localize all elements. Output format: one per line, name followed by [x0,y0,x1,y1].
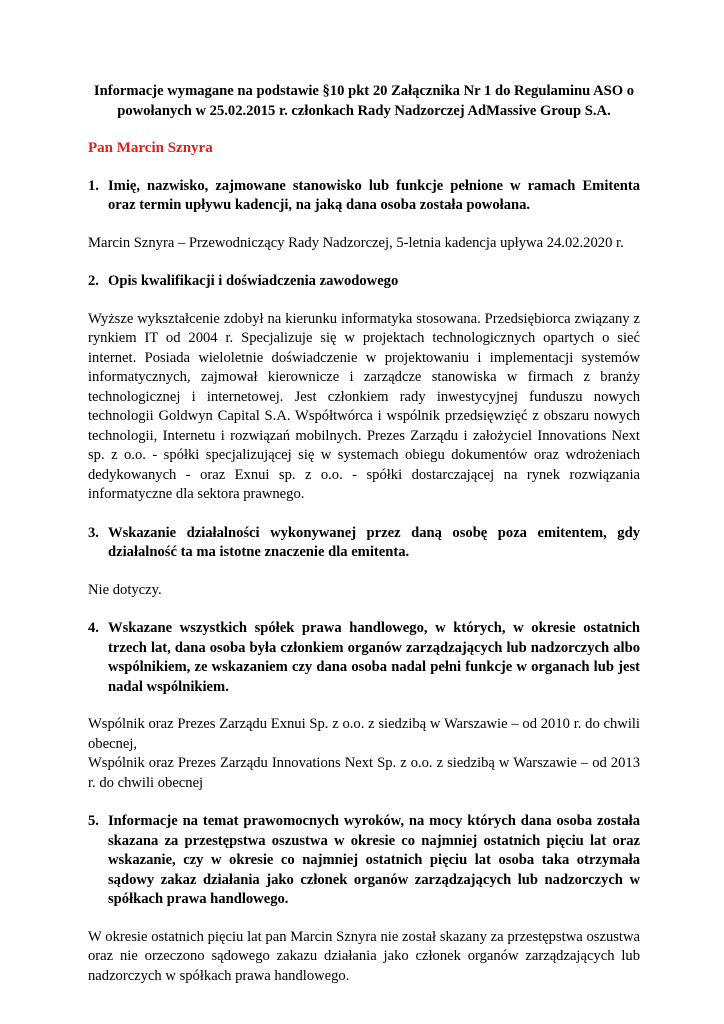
section-4-body-line-1: Wspólnik oraz Prezes Zarządu Exnui Sp. z o.o. z siedzibą w Warszawie – od 2010 r. do chwili obecnej, [88,716,640,752]
section-number: 4. [88,620,99,636]
section-2-body: Wyższe wykształcenie zdobył na kierunku informatyka stosowana. Przedsiębiorca związany z rynkiem IT od 2004 r. Specjalizuje się w projektach technologicznych opartych o sieć internet. Posiada wieloletnie doświadczenie w projektowaniu i implementacji systemów informatycznych, zajmował kierownicze i zarządcze stanowiska w firmach z branży technologicznej i internetowej. Jest członkiem rady inwestycyjnej funduszu nowych technologii Goldwyn Capital S.A. Współtwórca i wspólnik przedsięwzięć z obszaru nowych technologii, Internetu i rozwiązań mobilnych. Prezes Zarządu i założyciel Innovations Next sp. z o.o. - spółki specjalizującej się w systemach obiegu dokumentów oraz wdrożeniach dedykowanych - oraz Exnui sp. z o.o. - spółki dostarczającej na rynek rozwiązania informatyczne dla sektora prawnego. [88,310,640,502]
section-4-body-line-2: Wspólnik oraz Prezes Zarządu Innovations Next Sp. z o.o. z siedzibą w Warszawie – od 2013 r. do chwili obecnej [88,755,640,791]
section-number: 5. [88,813,99,829]
section-number: 2. [88,273,99,289]
document-page [88,82,640,986]
document-title: Informacje wymagane na podstawie §10 pkt 20 Załącznika Nr 1 do Regulaminu ASO o powołanych w 25.02.2015 r. członkach Rady Nadzorczej AdMassive Group S.A. [93,83,635,119]
section-heading-text: Informacje na temat prawomocnych wyroków, na mocy których dana osoba została skazana za przestępstwa oszustwa w okresie co najmniej ostatnich pięciu lat oraz wskazanie, czy w okresie co najmniej ostatnich pięciu lat osoba taka otrzymała sądowy zakaz działania jako członek organów zarządzających lub nadzorczych w spółkach prawa handlowego. [108,813,640,907]
section-number: 3. [88,524,99,541]
section-1-body: Marcin Sznyra – Przewodniczący Rady Nadzorczej, 5-letnia kadencja upływa 24.02.2020 r. [88,234,624,251]
section-1-heading [88,177,640,216]
section-5-heading [88,812,640,910]
section-heading-text: Wskazane wszystkich spółek prawa handlowego, w których, w okresie ostatnich trzech lat, dana osoba była członkiem organów zarządzających lub nadzorczych albo wspólnikiem, ze wskazaniem czy dana osoba nadal pełni funkcje w organach lub jest nadal wspólnikiem. [108,620,640,695]
section-heading-text: Wskazanie działalności wykonywanej przez daną osobę poza emitentem, gdy działalność ta ma istotne znaczenie dla emitenta. [108,524,640,560]
section-3-heading [88,524,640,563]
section-heading-text: Opis kwalifikacji i doświadczenia zawodowego [108,273,399,289]
section-heading-text: Imię, nazwisko, zajmowane stanowisko lub funkcje pełnione w ramach Emitenta oraz termin upływu kadencji, na jaką dana osoba została powołana. [108,177,640,213]
section-4-heading [88,619,640,697]
section-number: 1. [88,177,99,194]
section-3-body: Nie dotyczy. [88,581,162,598]
section-5-body: W okresie ostatnich pięciu lat pan Marcin Sznyra nie został skazany za przestępstwa oszustwa oraz nie orzeczono sądowego zakazu działania jako członek organów zarządzających lub nadzorczych w spółkach prawa handlowego. [88,928,640,984]
person-name: Pan Marcin Sznyra [88,140,213,156]
section-2-heading [88,272,640,292]
